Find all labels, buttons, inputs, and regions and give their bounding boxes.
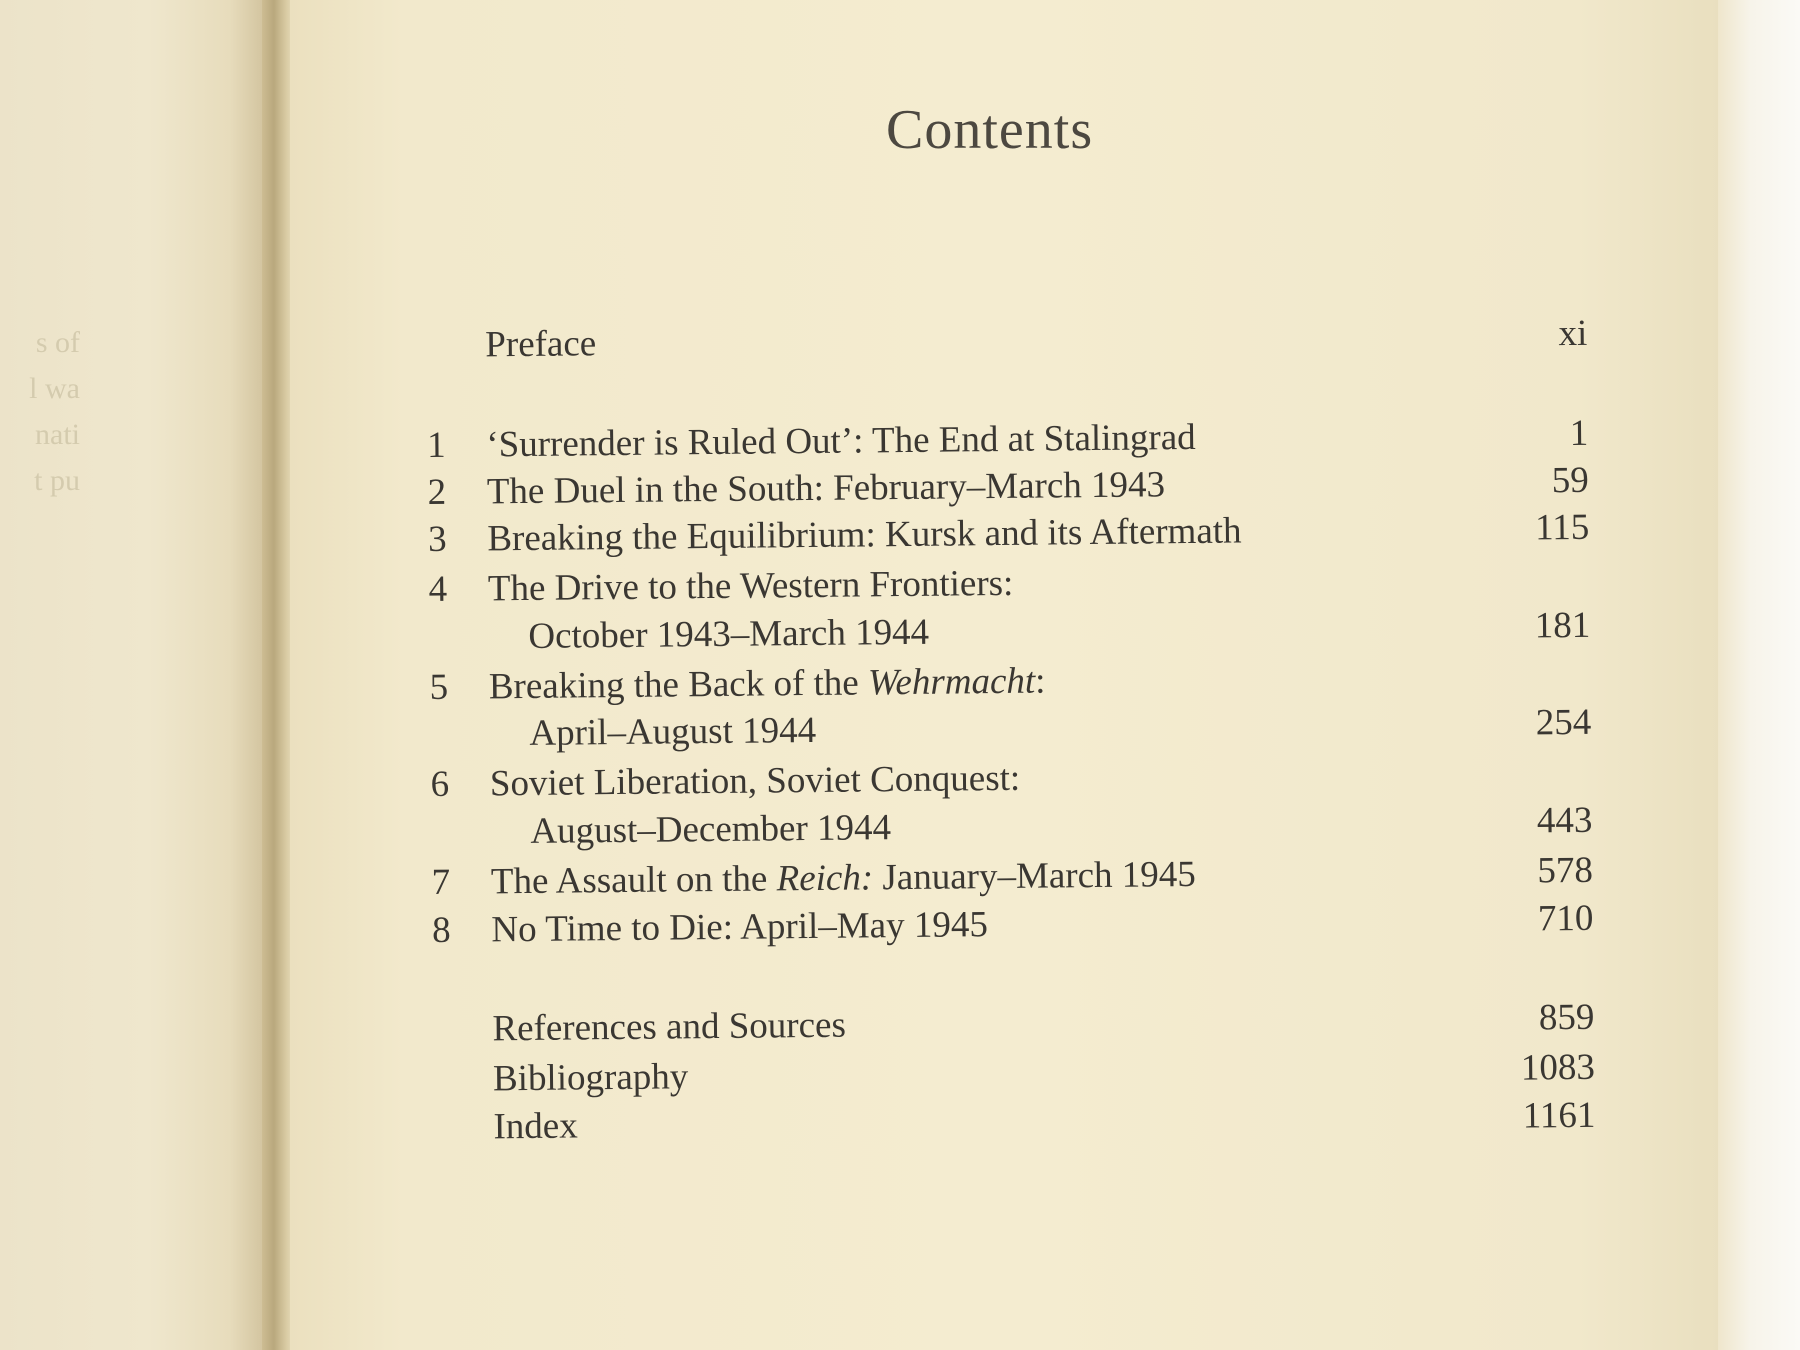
chapter-title: Breaking the Equilibrium: Kursk and its Aftermath xyxy=(487,510,1242,560)
chapter-title-part: January–March 1945 xyxy=(872,853,1196,899)
preface-label: Preface xyxy=(485,323,597,366)
page-title: Contents xyxy=(886,99,1094,161)
chapter-number: 7 xyxy=(431,861,451,903)
back-matter-label: References and Sources xyxy=(492,1004,847,1050)
chapter-title: The Drive to the Western Frontiers: xyxy=(487,562,1014,610)
chapter-title-part: The Assault on the xyxy=(490,858,777,903)
chapter-subtitle: April–August 1944 xyxy=(529,709,817,754)
chapter-number: 2 xyxy=(427,471,447,513)
back-matter-page: 1161 xyxy=(1522,1094,1596,1137)
back-matter-page: 1083 xyxy=(1520,1046,1596,1089)
chapter-title-italic: Reich: xyxy=(776,857,874,900)
chapter-page: 115 xyxy=(1534,506,1590,549)
chapter-number: 1 xyxy=(426,424,446,466)
left-page-fragment: l wa xyxy=(29,372,80,405)
chapter-page: 710 xyxy=(1537,897,1594,940)
left-page-fragment: t pu xyxy=(34,464,80,497)
chapter-title: Soviet Liberation, Soviet Conquest: xyxy=(489,757,1021,805)
back-matter-label: Index xyxy=(493,1105,578,1148)
chapter-title-part: : xyxy=(1034,660,1046,702)
chapter-title-italic: Wehrmacht xyxy=(867,660,1036,704)
chapter-number: 6 xyxy=(430,763,450,805)
chapter-page: 59 xyxy=(1551,459,1589,502)
back-matter-label: Bibliography xyxy=(492,1056,689,1100)
chapter-page: 1 xyxy=(1569,412,1589,455)
left-page-fragment: nati xyxy=(35,418,80,451)
preface-page: xi xyxy=(1558,312,1588,355)
chapter-title xyxy=(491,853,1196,904)
chapter-page: 578 xyxy=(1537,849,1594,892)
chapter-subtitle: October 1943–March 1944 xyxy=(528,611,930,657)
chapter-title: No Time to Die: April–May 1945 xyxy=(491,904,989,951)
chapter-number: 3 xyxy=(427,518,447,560)
chapter-title-part: Breaking the Back of the xyxy=(488,662,869,708)
chapter-title: ‘Surrender is Ruled Out’: The End at Stalingrad xyxy=(486,416,1196,466)
chapter-number: 8 xyxy=(431,909,451,951)
chapter-subtitle: August–December 1944 xyxy=(530,807,892,852)
left-page-fragment: s of xyxy=(35,326,80,359)
chapter-page: 254 xyxy=(1535,701,1592,744)
chapter-number: 4 xyxy=(428,568,448,610)
back-matter-page: 859 xyxy=(1538,996,1595,1039)
chapter-page: 181 xyxy=(1534,604,1591,647)
chapter-page: 443 xyxy=(1536,799,1593,842)
chapter-title xyxy=(489,660,1046,710)
chapter-number: 5 xyxy=(429,666,449,708)
chapter-title: The Duel in the South: February–March 1943 xyxy=(486,464,1166,513)
